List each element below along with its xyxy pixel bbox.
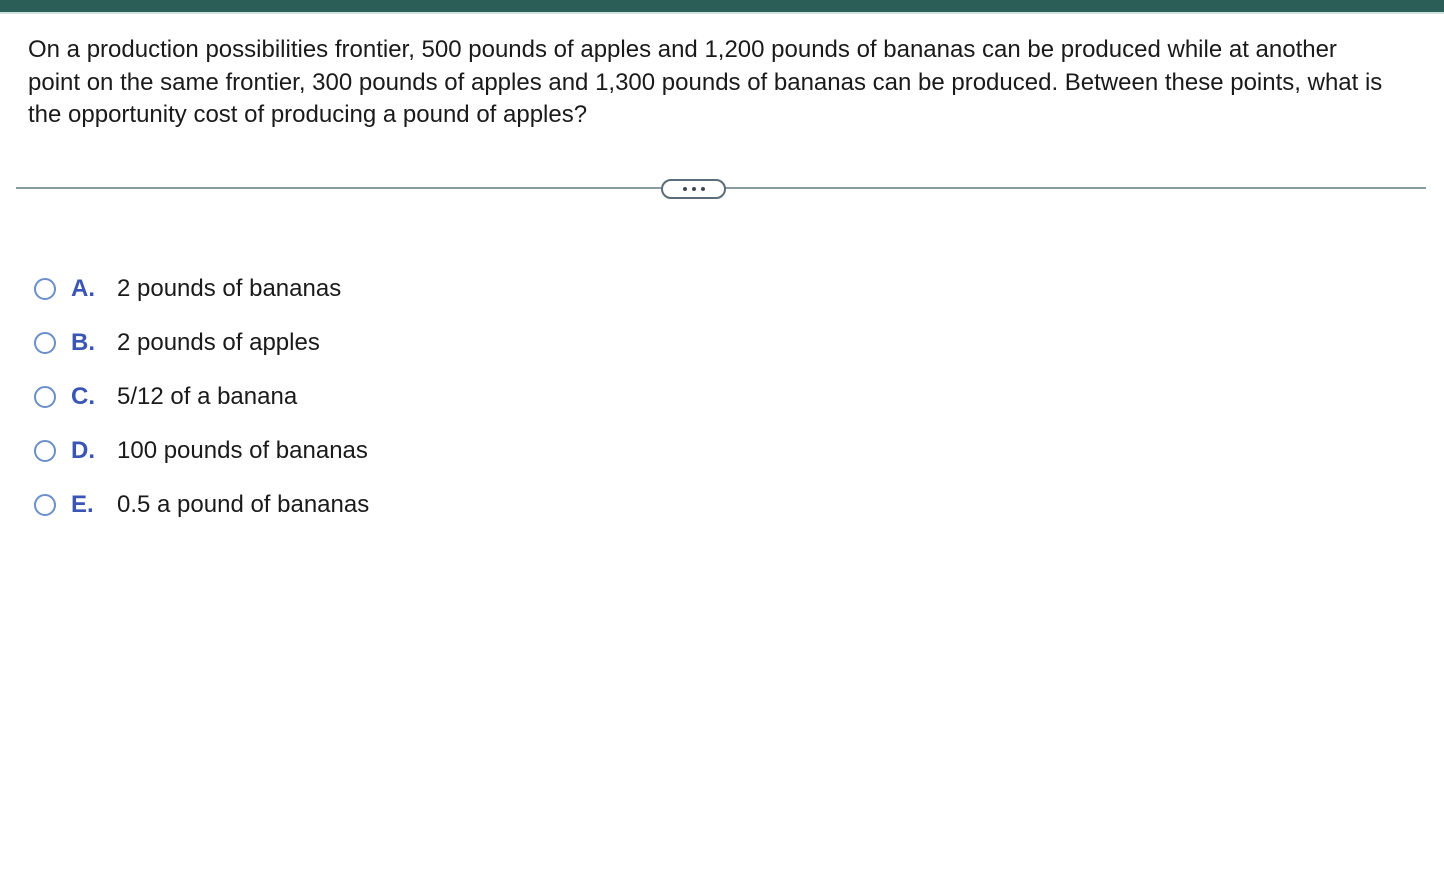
option-c[interactable] xyxy=(31,370,369,424)
option-letter: E. xyxy=(71,491,94,518)
option-label: 2 pounds of bananas xyxy=(117,275,342,302)
option-letter: A. xyxy=(71,275,95,302)
more-dots-icon xyxy=(692,187,696,191)
answer-options xyxy=(31,262,369,532)
radio-button-icon[interactable] xyxy=(34,386,56,408)
option-letter: B. xyxy=(71,329,95,356)
header-bar-accent xyxy=(0,12,1444,14)
option-letter: C. xyxy=(71,383,95,410)
more-dots-icon xyxy=(683,187,687,191)
question-text: On a production possibilities frontier, 500 pounds of apples and 1,200 pounds of bananas can be produced while at another point on the same frontier, 300 pounds of apples and 1,300 pounds of bananas can be produced. Between these points, what is the opportunity cost of producing a pound of apples? xyxy=(28,36,1383,128)
more-dots-icon xyxy=(701,187,705,191)
option-e[interactable] xyxy=(31,478,369,532)
option-label: 100 pounds of bananas xyxy=(117,437,368,464)
option-letter: D. xyxy=(71,437,95,464)
radio-button-icon[interactable] xyxy=(34,494,56,516)
option-a[interactable] xyxy=(31,262,369,316)
radio-button-icon[interactable] xyxy=(34,332,56,354)
option-label: 0.5 a pound of bananas xyxy=(117,491,370,518)
more-button[interactable] xyxy=(661,179,726,199)
option-label: 5/12 of a banana xyxy=(117,383,298,410)
option-d[interactable] xyxy=(31,424,369,478)
header-bar xyxy=(0,0,1444,12)
radio-button-icon[interactable] xyxy=(34,278,56,300)
option-b[interactable] xyxy=(31,316,369,370)
option-label: 2 pounds of apples xyxy=(117,329,320,356)
radio-button-icon[interactable] xyxy=(34,440,56,462)
